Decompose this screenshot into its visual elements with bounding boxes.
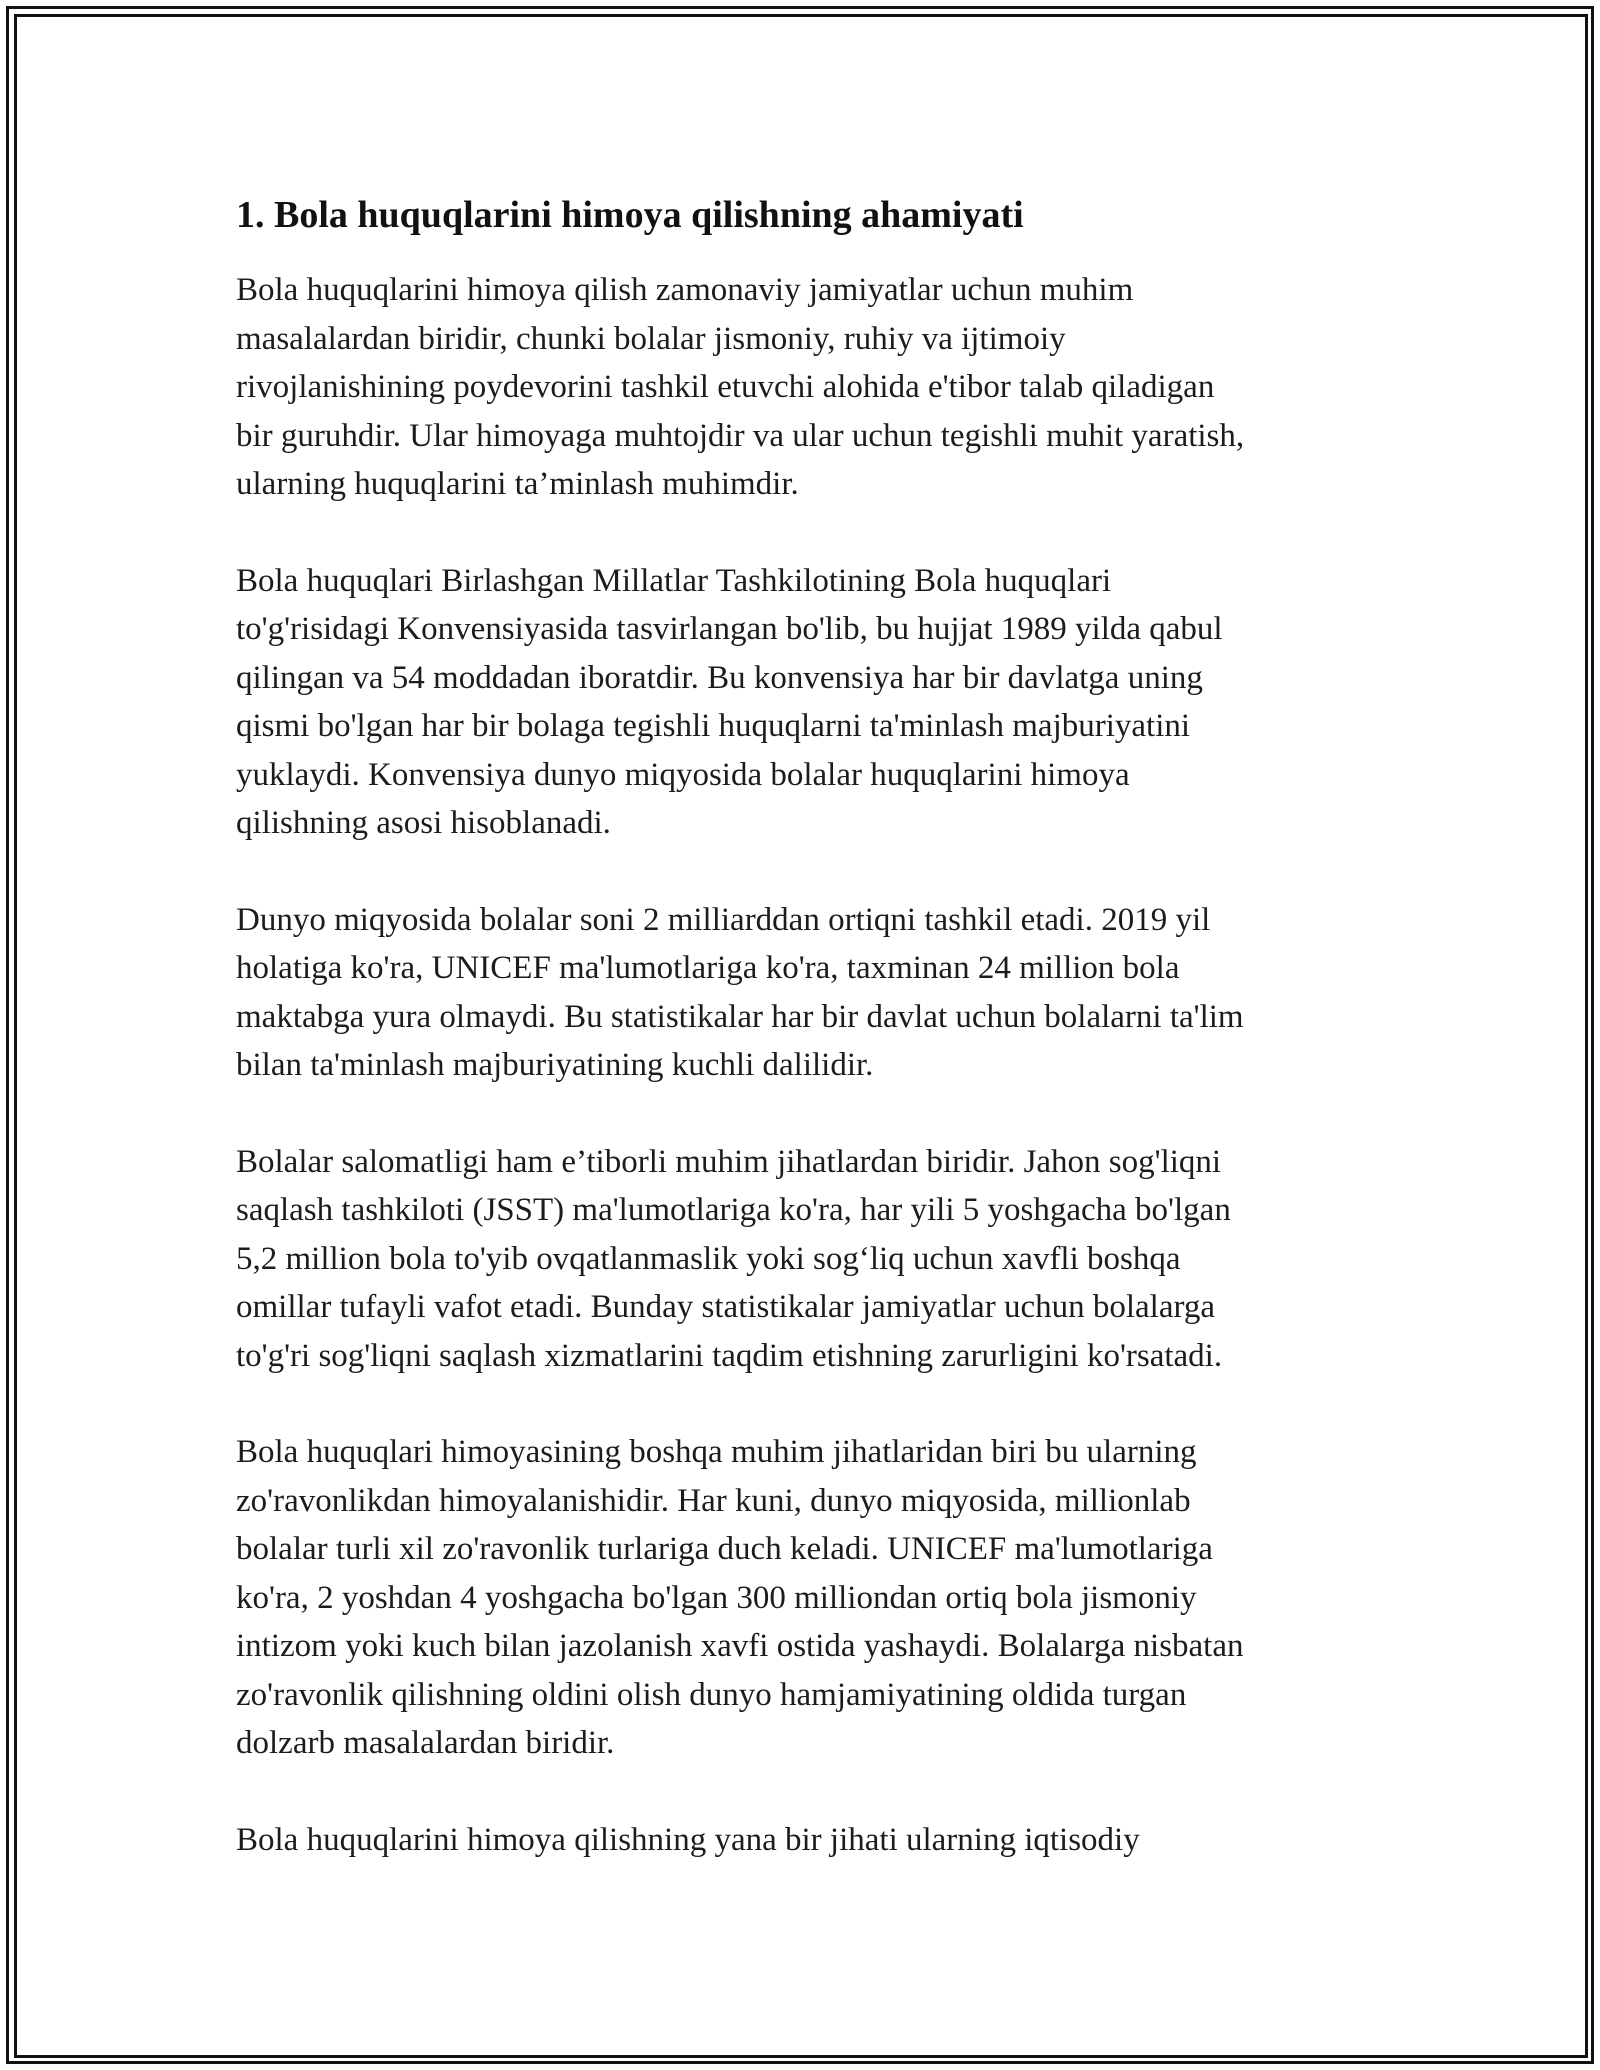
paragraph-4 (236, 1138, 1376, 1381)
paragraph-line: Bola huquqlarini himoya qilish zamonaviy jamiyatlar uchun muhim (236, 272, 1134, 308)
paragraph-line: qismi bo'lgan har bir bolaga tegishli huquqlarni ta'minlash majburiyatini (236, 708, 1191, 744)
paragraph-line: dolzarb masalalardan biridir. (236, 1725, 615, 1761)
paragraph-line: omillar tufayli vafot etadi. Bunday statistikalar jamiyatlar uchun bolalarga (236, 1289, 1216, 1325)
paragraph-6 (236, 1816, 1376, 1865)
paragraph-line: saqlash tashkiloti (JSST) ma'lumotlariga ko'ra, har yili 5 yoshgacha bo'lgan (236, 1192, 1231, 1228)
paragraph-line: Bolalar salomatligi ham e’tiborli muhim jihatlardan biridir. Jahon sog'liqni (236, 1143, 1222, 1180)
document-body (236, 188, 1376, 1912)
section-heading: 1. Bola huquqlarini himoya qilishning ahamiyati (236, 194, 1024, 236)
paragraph-line: masalalardan biridir, chunki bolalar jismoniy, ruhiy va ijtimoiy (236, 320, 1066, 357)
paragraph-line: Bola huquqlarini himoya qilishning yana bir jihati ularning iqtisodiy (236, 1821, 1140, 1858)
paragraph-line: bolalar turli xil zo'ravonlik turlariga duch keladi. UNICEF ma'lumotlariga (236, 1531, 1213, 1567)
paragraph-line: to'g'risidagi Konvensiyasida tasvirlangan bo'lib, bu hujjat 1989 yilda qabul (236, 611, 1223, 647)
paragraph-5 (236, 1428, 1376, 1768)
paragraph-line: intizom yoki kuch bilan jazolanish xavfi ostida yashaydi. Bolalarga nisbatan (236, 1628, 1244, 1664)
paragraph-3 (236, 896, 1376, 1090)
paragraph-line: Bola huquqlari Birlashgan Millatlar Tashkilotining Bola huquqlari (236, 562, 1112, 599)
paragraph-line: rivojlanishining poydevorini tashkil etuvchi alohida e'tibor talab qiladigan (236, 369, 1215, 405)
paragraph-line: ko'ra, 2 yoshdan 4 yoshgacha bo'lgan 300 milliondan ortiq bola jismoniy (236, 1579, 1197, 1616)
paragraph-line: yuklaydi. Konvensiya dunyo miqyosida bolalar huquqlarini himoya (236, 756, 1130, 793)
paragraph-line: 5,2 million bola to'yib ovqatlanmaslik yoki sog‘liq uchun xavfli boshqa (236, 1240, 1181, 1277)
paragraph-line: holatiga ko'ra, UNICEF ma'lumotlariga ko'ra, taxminan 24 million bola (236, 950, 1180, 986)
paragraph-line: zo'ravonlik qilishning oldini olish dunyo hamjamiyatining oldida turgan (236, 1676, 1187, 1713)
paragraph-line: Bola huquqlari himoyasining boshqa muhim jihatlaridan biri bu ularning (236, 1434, 1197, 1470)
paragraph-line: ularning huquqlarini ta’minlash muhimdir. (236, 466, 799, 502)
paragraph-line: bir guruhdir. Ular himoyaga muhtojdir va ular uchun tegishli muhit yaratish, (236, 417, 1245, 454)
paragraph-line: Dunyo miqyosida bolalar soni 2 milliarddan ortiqni tashkil etadi. 2019 yil (236, 901, 1211, 938)
paragraph-line: zo'ravonlikdan himoyalanishidir. Har kuni, dunyo miqyosida, millionlab (236, 1482, 1191, 1519)
paragraph-2 (236, 557, 1376, 848)
paragraph-line: qilingan va 54 moddadan iboratdir. Bu konvensiya har bir davlatga uning (236, 659, 1203, 696)
paragraph-line: bilan ta'minlash majburiyatining kuchli dalilidir. (236, 1047, 874, 1083)
paragraph-line: to'g'ri sog'liqni saqlash xizmatlarini taqdim etishning zarurligini ko'rsatadi. (236, 1337, 1223, 1374)
paragraph-line: maktabga yura olmaydi. Bu statistikalar har bir davlat uchun bolalarni ta'lim (236, 998, 1244, 1035)
paragraph-1 (236, 266, 1376, 509)
paragraph-line: qilishning asosi hisoblanadi. (236, 805, 611, 841)
